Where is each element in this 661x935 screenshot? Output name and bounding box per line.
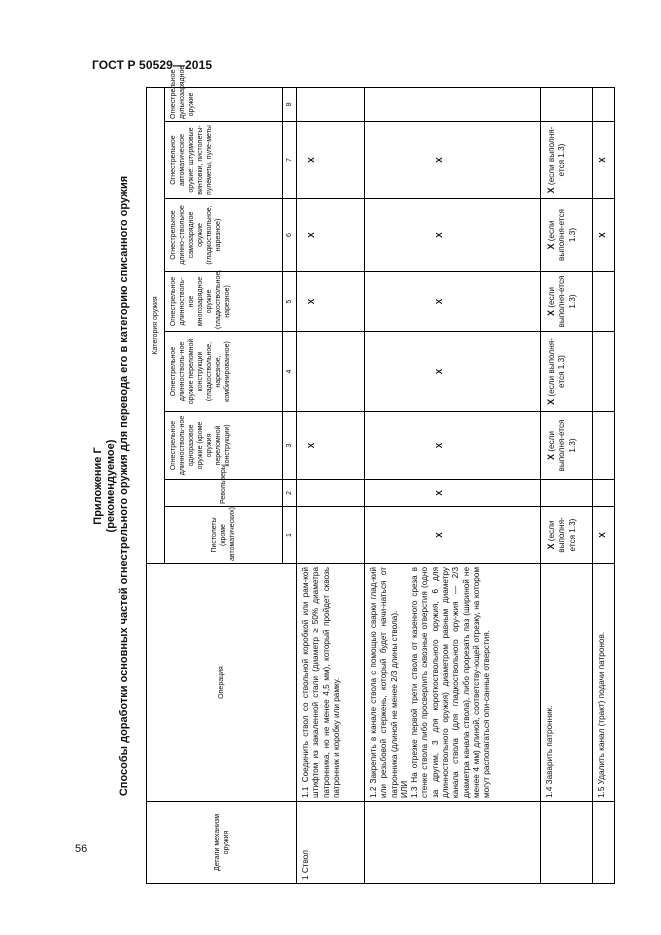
mark-cell bbox=[593, 272, 615, 332]
x-mark: X bbox=[546, 187, 556, 194]
x-mark-cell bbox=[541, 412, 593, 480]
x-mark-cell bbox=[541, 507, 593, 564]
x-note: (если выполня-ется 1.3) bbox=[547, 126, 567, 186]
x-mark: X bbox=[297, 122, 365, 199]
column-number: 3 bbox=[283, 412, 297, 480]
category-header: Огнестрельное длинностволь-ное многозарядное оружие (гладкоствольное, нарезное) bbox=[165, 272, 283, 332]
methods-table bbox=[146, 65, 615, 884]
appendix-caption: Способы доработки основных частей огнестрельного оружия для перевода его в категорию списанного оружия bbox=[118, 175, 130, 797]
mark-cell bbox=[365, 87, 541, 121]
part-cell bbox=[541, 802, 593, 884]
mark-cell bbox=[593, 87, 615, 121]
x-mark: X bbox=[593, 199, 615, 272]
mark-cell bbox=[297, 480, 365, 507]
x-mark: X bbox=[365, 332, 541, 412]
page-number: 56 bbox=[75, 843, 88, 855]
mark-cell bbox=[593, 480, 615, 507]
column-number: 7 bbox=[283, 122, 297, 199]
x-mark: X bbox=[546, 543, 556, 550]
x-mark: X bbox=[297, 272, 365, 332]
x-mark: X bbox=[365, 199, 541, 272]
column-number: 4 bbox=[283, 332, 297, 412]
col-header-category: Категория оружия bbox=[147, 87, 165, 563]
x-mark: X bbox=[365, 272, 541, 332]
table-row bbox=[541, 87, 593, 883]
x-mark-cell bbox=[541, 332, 593, 412]
x-mark: X bbox=[365, 507, 541, 564]
x-note: (если выполня-ется 1.3) bbox=[547, 275, 577, 328]
mark-cell bbox=[541, 480, 593, 507]
x-mark: X bbox=[365, 122, 541, 199]
x-mark: X bbox=[593, 122, 615, 199]
operation-cell: 1.1 Соединить ствол со ствольной коробкой или рам-кой штифтом из закаленной стали (диаметр ≥ 50% диаметра патронника, но не менее 4,5 мм), который пройдет сквозь патронник и коробку или рамку. bbox=[297, 564, 365, 802]
operation-cell: 1.5 Удалить канал (тракт) подачи патронов. bbox=[593, 564, 615, 802]
mark-cell bbox=[297, 332, 365, 412]
mark-cell bbox=[297, 507, 365, 564]
x-mark: X bbox=[365, 412, 541, 480]
appendix-title: Приложение Г bbox=[92, 447, 104, 525]
standard-header: ГОСТ Р 50529—2015 bbox=[92, 58, 213, 72]
column-number: 2 bbox=[283, 480, 297, 507]
operation-text: 1.2 Закрепить в канале ствола с помощью сварки глад-кий или резьбовой стержень, который будет начи-наться от патронника (длиной не менее 2/3 длины ствола). bbox=[369, 567, 399, 798]
operation-cell: 1.4 Заварить патронник. bbox=[541, 564, 593, 802]
x-mark: X bbox=[297, 412, 365, 480]
x-mark: X bbox=[593, 507, 615, 564]
mark-cell bbox=[541, 87, 593, 121]
appendix-titles bbox=[92, 88, 142, 884]
part-cell bbox=[365, 802, 541, 884]
x-mark: X bbox=[546, 398, 556, 405]
category-header: Револьверы bbox=[165, 480, 283, 507]
column-number: 1 bbox=[283, 507, 297, 564]
category-header: Огнестрельное длинно-ствольное самозарядное оружие (гладкоствольное, нарезное) bbox=[165, 199, 283, 272]
operation-cell bbox=[365, 564, 541, 802]
col-header-operation: Операция bbox=[147, 564, 297, 802]
mark-cell bbox=[297, 87, 365, 121]
category-header: Пистолеты (кроме автоматических) bbox=[165, 507, 283, 564]
col-header-part: Детали механизм оружия bbox=[147, 802, 297, 884]
category-header: Огнестрельное длинностволь-ное одноразовое оружие (кроме оружия переломной конструкции) bbox=[165, 412, 283, 480]
x-note: (если выполня-ется 1.3) bbox=[547, 419, 577, 472]
x-note: (если выполня-ется 1.3) bbox=[547, 209, 577, 261]
part-cell: 1 Ствол bbox=[297, 802, 365, 884]
x-mark: X bbox=[365, 480, 541, 507]
column-number: 6 bbox=[283, 199, 297, 272]
operation-text: 1.3 На отрезке первой трети ствола от казенного среза в стенке ствола либо просверлить сквозные отверстия (одно за другим, 3 для короткоствольного оружия, 6 для длинноствольного оружия) диаметром равным диаметру канала ствола (для гладкоствольного ору-жия — 2/3 диаметра канала ствола), либо прорезать паз (шириной не менее 4 мм) длиной, соответству-ющей отрезку, на котором могут располагаться опи-санные отверстия. bbox=[410, 567, 492, 798]
part-cell bbox=[593, 802, 615, 884]
x-mark-cell bbox=[541, 199, 593, 272]
mark-cell bbox=[593, 332, 615, 412]
x-mark-cell bbox=[541, 272, 593, 332]
table-row bbox=[593, 87, 615, 883]
x-mark-cell bbox=[541, 122, 593, 199]
table-row bbox=[365, 87, 541, 883]
x-note: (если выполня-ется 1.3) bbox=[547, 338, 567, 397]
x-mark: X bbox=[546, 310, 556, 317]
operation-or: ИЛИ bbox=[399, 780, 409, 798]
category-header: Огнестрельное автоматическое оружие: штурмовые винтовки, пистолеты-пулеметы, пуле-меты bbox=[165, 122, 283, 199]
column-number: 5 bbox=[283, 272, 297, 332]
category-header: Огнестрельное дульнозарядное оружие bbox=[165, 87, 283, 121]
category-header: Огнестрельное длинностволь-ное оружие переломной конструкции (гладкоствольное, нарезное, комбинированное) bbox=[165, 332, 283, 412]
table-row bbox=[297, 87, 365, 883]
appendix-subtitle: (рекомендуемое) bbox=[105, 439, 117, 533]
x-note: (если выполня-ется 1.3) bbox=[547, 517, 577, 553]
x-mark: X bbox=[546, 454, 556, 461]
x-mark: X bbox=[546, 243, 556, 250]
mark-cell bbox=[593, 412, 615, 480]
column-number: 8 bbox=[283, 87, 297, 121]
x-mark: X bbox=[297, 199, 365, 272]
